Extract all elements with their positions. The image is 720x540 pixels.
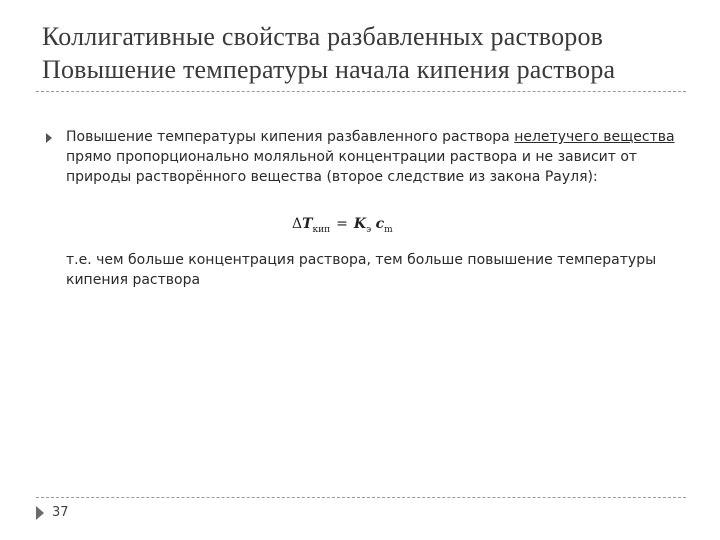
paragraph-definition — [66, 127, 681, 187]
bottom-divider — [36, 497, 686, 498]
formula-K-subscript: э — [366, 224, 372, 235]
paragraph-conclusion: т.е. чем больше концентрация раствора, тем больше повышение температуры кипения раствора — [66, 252, 657, 288]
formula-c: c — [375, 216, 385, 232]
formula-equals: = — [336, 216, 348, 232]
formula-K: K — [353, 216, 367, 232]
title-line-2: Повышение температуры начала кипения раствора — [42, 55, 616, 84]
underlined-term: нелетучего вещества — [514, 129, 675, 145]
formula-c-subscript: m — [384, 224, 393, 235]
formula-T-subscript: кип — [312, 224, 331, 235]
slide-title — [42, 20, 702, 86]
paragraph-text-part2: прямо пропорционально моляльной концентрации раствора и не зависит от природы растворённого вещества (второе следствие из закона Рауля): — [66, 149, 638, 185]
title-line-1: Коллигативные свойства разбавленных растворов — [42, 22, 604, 51]
boiling-point-formula — [292, 216, 393, 235]
bullet-arrow-icon — [46, 133, 52, 143]
paragraph-text-part1: Повышение температуры кипения разбавленного раствора — [66, 129, 515, 145]
top-divider — [36, 91, 686, 92]
page-number: 37 — [52, 505, 69, 520]
formula-T: T — [302, 216, 313, 232]
formula-delta: Δ — [292, 216, 303, 232]
page-arrow-icon — [36, 506, 44, 520]
